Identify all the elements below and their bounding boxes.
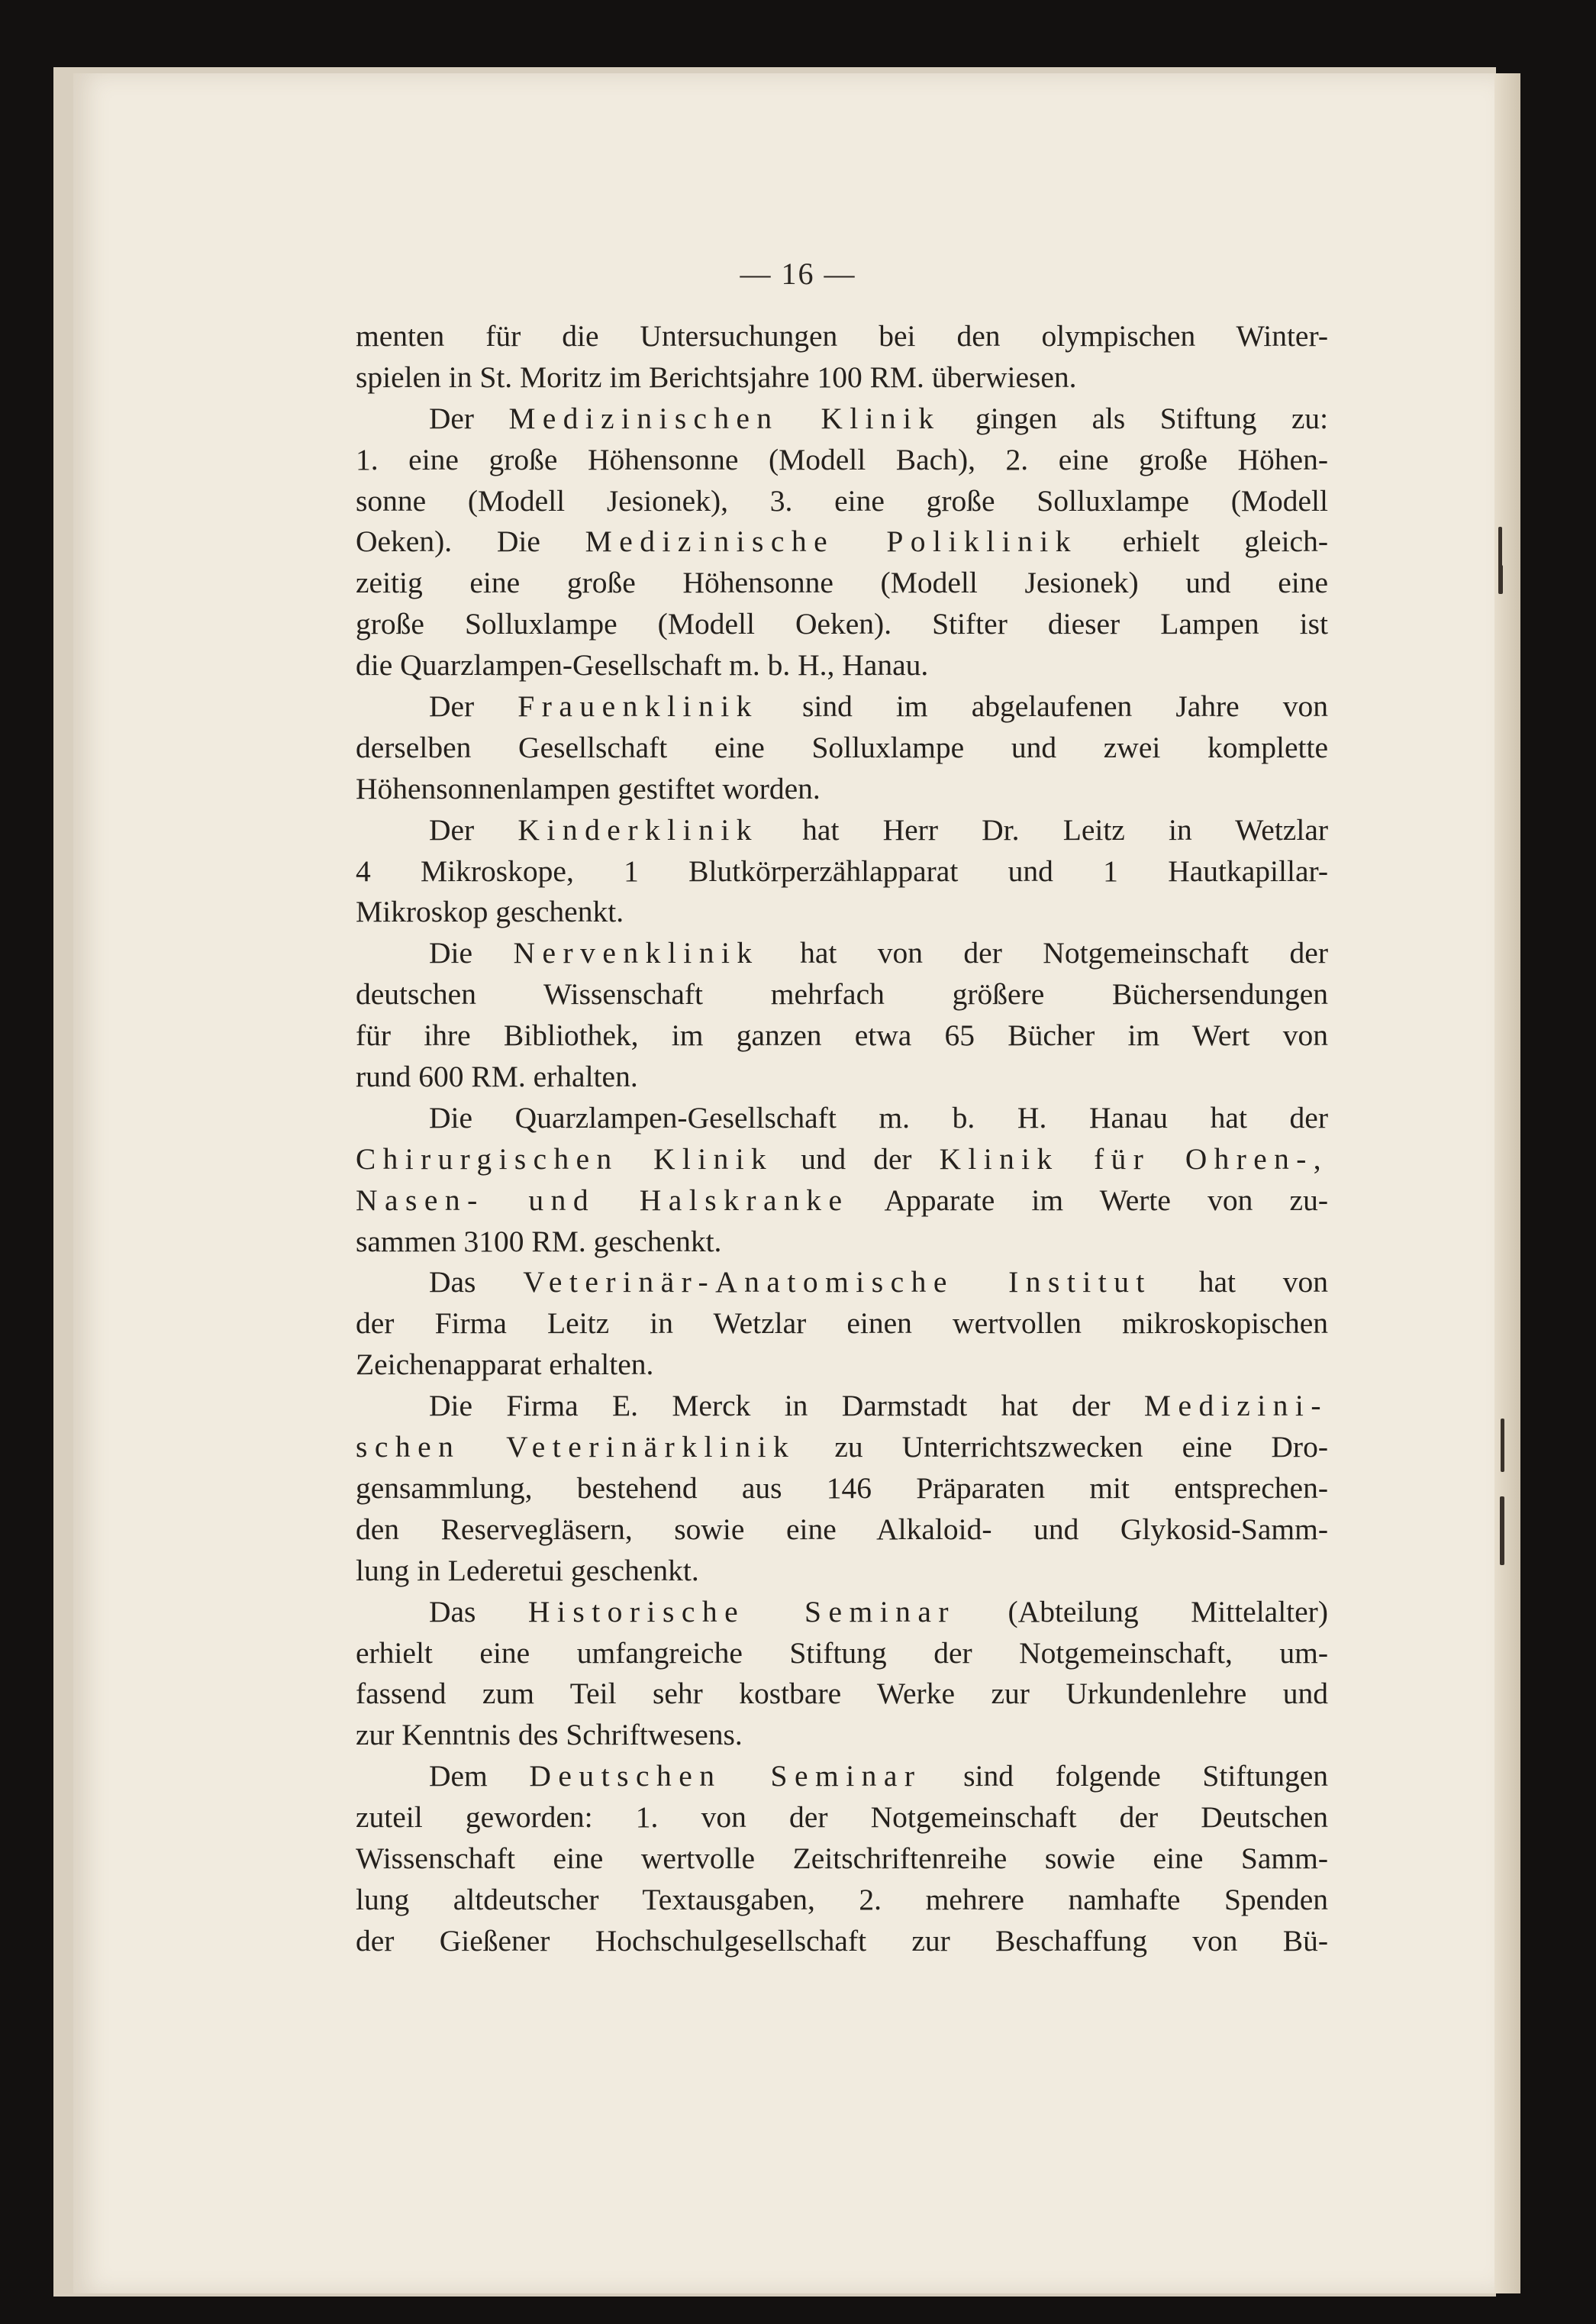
- text-line: [356, 1180, 1328, 1222]
- text-line: [356, 357, 1328, 399]
- text-line: [356, 1427, 1328, 1468]
- text-line: [356, 1633, 1328, 1674]
- text-run: zu Unterrichtszwecken eine Dro-: [795, 1430, 1328, 1464]
- text-run: Höhensonnenlampen gestiftet worden.: [356, 771, 821, 805]
- text-run: Wissenschaft eine wertvolle Zeitschriftenreihe sowie eine Samm-: [356, 1841, 1328, 1875]
- spaced-term: Nasen- und Halskranke: [356, 1183, 850, 1217]
- text-line: [356, 686, 1328, 728]
- text-line: [356, 1303, 1328, 1344]
- text-line: [356, 1386, 1328, 1427]
- text-line: [356, 563, 1328, 604]
- spaced-term: Klinik für Ohren-,: [939, 1141, 1328, 1176]
- text-run: rund 600 RM. erhalten.: [356, 1060, 638, 1094]
- text-run: 1. eine große Höhensonne (Modell Bach), 2. eine große Höhen-: [356, 442, 1328, 476]
- text-line: [356, 1262, 1328, 1303]
- spaced-term: Kinderklinik: [517, 812, 759, 847]
- text-line: [356, 1756, 1328, 1797]
- text-line: [356, 851, 1328, 892]
- text-run: Der: [429, 401, 509, 435]
- text-run: Dem: [429, 1759, 530, 1793]
- text-line: [356, 645, 1328, 686]
- text-run: der Firma Leitz in Wetzlar einen wertvollen mikroskopischen: [356, 1306, 1328, 1341]
- text-run: die Quarzlampen-Gesellschaft m. b. H., Hanau.: [356, 648, 929, 683]
- spaced-term: Medizinischen Klinik: [508, 401, 941, 435]
- text-line: [356, 1921, 1328, 1962]
- margin-mark: [1498, 565, 1503, 594]
- text-run: Oeken). Die: [356, 525, 585, 559]
- text-run: Der: [429, 689, 518, 724]
- spaced-term: Nervenklinik: [513, 936, 759, 970]
- text-run: den Reservegläsern, sowie eine Alkaloid- und Glykosid-Samm-: [356, 1512, 1328, 1546]
- text-run: große Solluxlampe (Modell Oeken). Stifter dieser Lampen ist: [356, 607, 1328, 641]
- text-run: Mikroskop geschenkt.: [356, 895, 624, 929]
- text-line: [356, 1222, 1328, 1263]
- text-line: [356, 1139, 1328, 1180]
- text-line: [356, 974, 1328, 1015]
- text-run: menten für die Untersuchungen bei den olympischen Winter-: [356, 319, 1328, 353]
- spaced-term: Chirurgischen Klinik: [356, 1141, 774, 1176]
- text-line: [356, 440, 1328, 481]
- text-line: [356, 399, 1328, 440]
- text-line: [356, 1715, 1328, 1756]
- text-run: zeitig eine große Höhensonne (Modell Jesionek) und eine: [356, 566, 1328, 600]
- spaced-term: Deutschen Seminar: [529, 1759, 922, 1793]
- body-text: [356, 316, 1328, 1962]
- text-run: fassend zum Teil sehr kostbare Werke zur Urkundenlehre und: [356, 1677, 1328, 1711]
- text-line: [356, 1838, 1328, 1880]
- text-run: Der: [429, 812, 518, 847]
- spaced-term: Veterinär-Anatomische Institut: [523, 1265, 1152, 1299]
- text-run: Die Quarzlampen-Gesellschaft m. b. H. Hanau hat der: [429, 1100, 1328, 1135]
- text-run: sammen 3100 RM. geschenkt.: [356, 1224, 722, 1258]
- text-run: 4 Mikroskope, 1 Blutkörperzählapparat und 1 Hautkapillar-: [356, 854, 1328, 888]
- text-run: hat Herr Dr. Leitz in Wetzlar: [759, 812, 1328, 847]
- text-line: [356, 769, 1328, 810]
- text-run: Die: [429, 936, 514, 970]
- text-line: [356, 1344, 1328, 1386]
- text-line: [356, 728, 1328, 769]
- text-line: [356, 521, 1328, 563]
- page-edge: [1494, 73, 1520, 2293]
- text-run: deutschen Wissenschaft mehrfach größere Büchersendungen: [356, 977, 1328, 1012]
- text-run: derselben Gesellschaft eine Solluxlampe und zwei komplette: [356, 730, 1328, 764]
- text-run: gingen als Stiftung zu:: [940, 401, 1328, 435]
- spaced-term: schen Veterinärklinik: [356, 1430, 796, 1464]
- margin-mark: [1500, 1496, 1504, 1565]
- text-run: der Gießener Hochschulgesellschaft zur Beschaffung von Bü-: [356, 1923, 1328, 1958]
- text-run: zuteil geworden: 1. von der Notgemeinschaft der Deutschen: [356, 1800, 1328, 1835]
- text-line: [356, 1880, 1328, 1921]
- text-run: Apparate im Werte von zu-: [849, 1183, 1328, 1217]
- text-run: zur Kenntnis des Schriftwesens.: [356, 1718, 743, 1752]
- text-run: sonne (Modell Jesionek), 3. eine große Solluxlampe (Modell: [356, 483, 1328, 518]
- text-line: [356, 604, 1328, 645]
- text-run: hat von der Notgemeinschaft der: [759, 936, 1328, 970]
- text-run: Die Firma E. Merck in Darmstadt hat der: [429, 1389, 1144, 1423]
- text-run: gensammlung, bestehend aus 146 Präparaten mit entsprechen-: [356, 1470, 1328, 1505]
- text-line: [356, 1551, 1328, 1592]
- text-line: [356, 1797, 1328, 1838]
- spaced-term: Medizini-: [1143, 1389, 1328, 1423]
- text-run: (Abteilung Mittelalter): [956, 1594, 1328, 1628]
- text-line: [356, 481, 1328, 522]
- text-line: [356, 1015, 1328, 1057]
- text-run: Das: [429, 1265, 524, 1299]
- spaced-term: Medizinische Poliklinik: [585, 525, 1078, 559]
- text-line: [356, 1674, 1328, 1715]
- text-line: [356, 933, 1328, 974]
- text-run: sind folgende Stiftungen: [921, 1759, 1328, 1793]
- text-run: erhielt gleich-: [1078, 525, 1328, 559]
- text-run: spielen in St. Moritz im Berichtsjahre 100 RM. überwiesen.: [356, 360, 1077, 394]
- text-run: Zeichenapparat erhalten.: [356, 1348, 654, 1382]
- spaced-term: Frauenklinik: [517, 689, 759, 724]
- text-run: sind im abgelaufenen Jahre von: [758, 689, 1328, 724]
- text-run: erhielt eine umfangreiche Stiftung der Notgemeinschaft, um-: [356, 1635, 1328, 1670]
- text-line: [356, 810, 1328, 851]
- text-line: [356, 1057, 1328, 1098]
- text-run: lung in Lederetui geschenkt.: [356, 1553, 699, 1587]
- text-line: [356, 1509, 1328, 1551]
- text-line: [356, 1098, 1328, 1139]
- text-line: [356, 316, 1328, 357]
- margin-mark: [1501, 1419, 1504, 1472]
- page-number: — 16 —: [740, 257, 856, 291]
- text-run: für ihre Bibliothek, im ganzen etwa 65 Bücher im Wert von: [356, 1018, 1328, 1053]
- text-run: Das: [429, 1594, 528, 1628]
- text-run: lung altdeutscher Textausgaben, 2. mehrere namhafte Spenden: [356, 1882, 1328, 1916]
- text-line: [356, 1592, 1328, 1633]
- spaced-term: Historische Seminar: [527, 1594, 956, 1628]
- text-run: und der: [773, 1141, 940, 1176]
- text-line: [356, 1468, 1328, 1509]
- text-run: hat von: [1151, 1265, 1328, 1299]
- text-line: [356, 892, 1328, 933]
